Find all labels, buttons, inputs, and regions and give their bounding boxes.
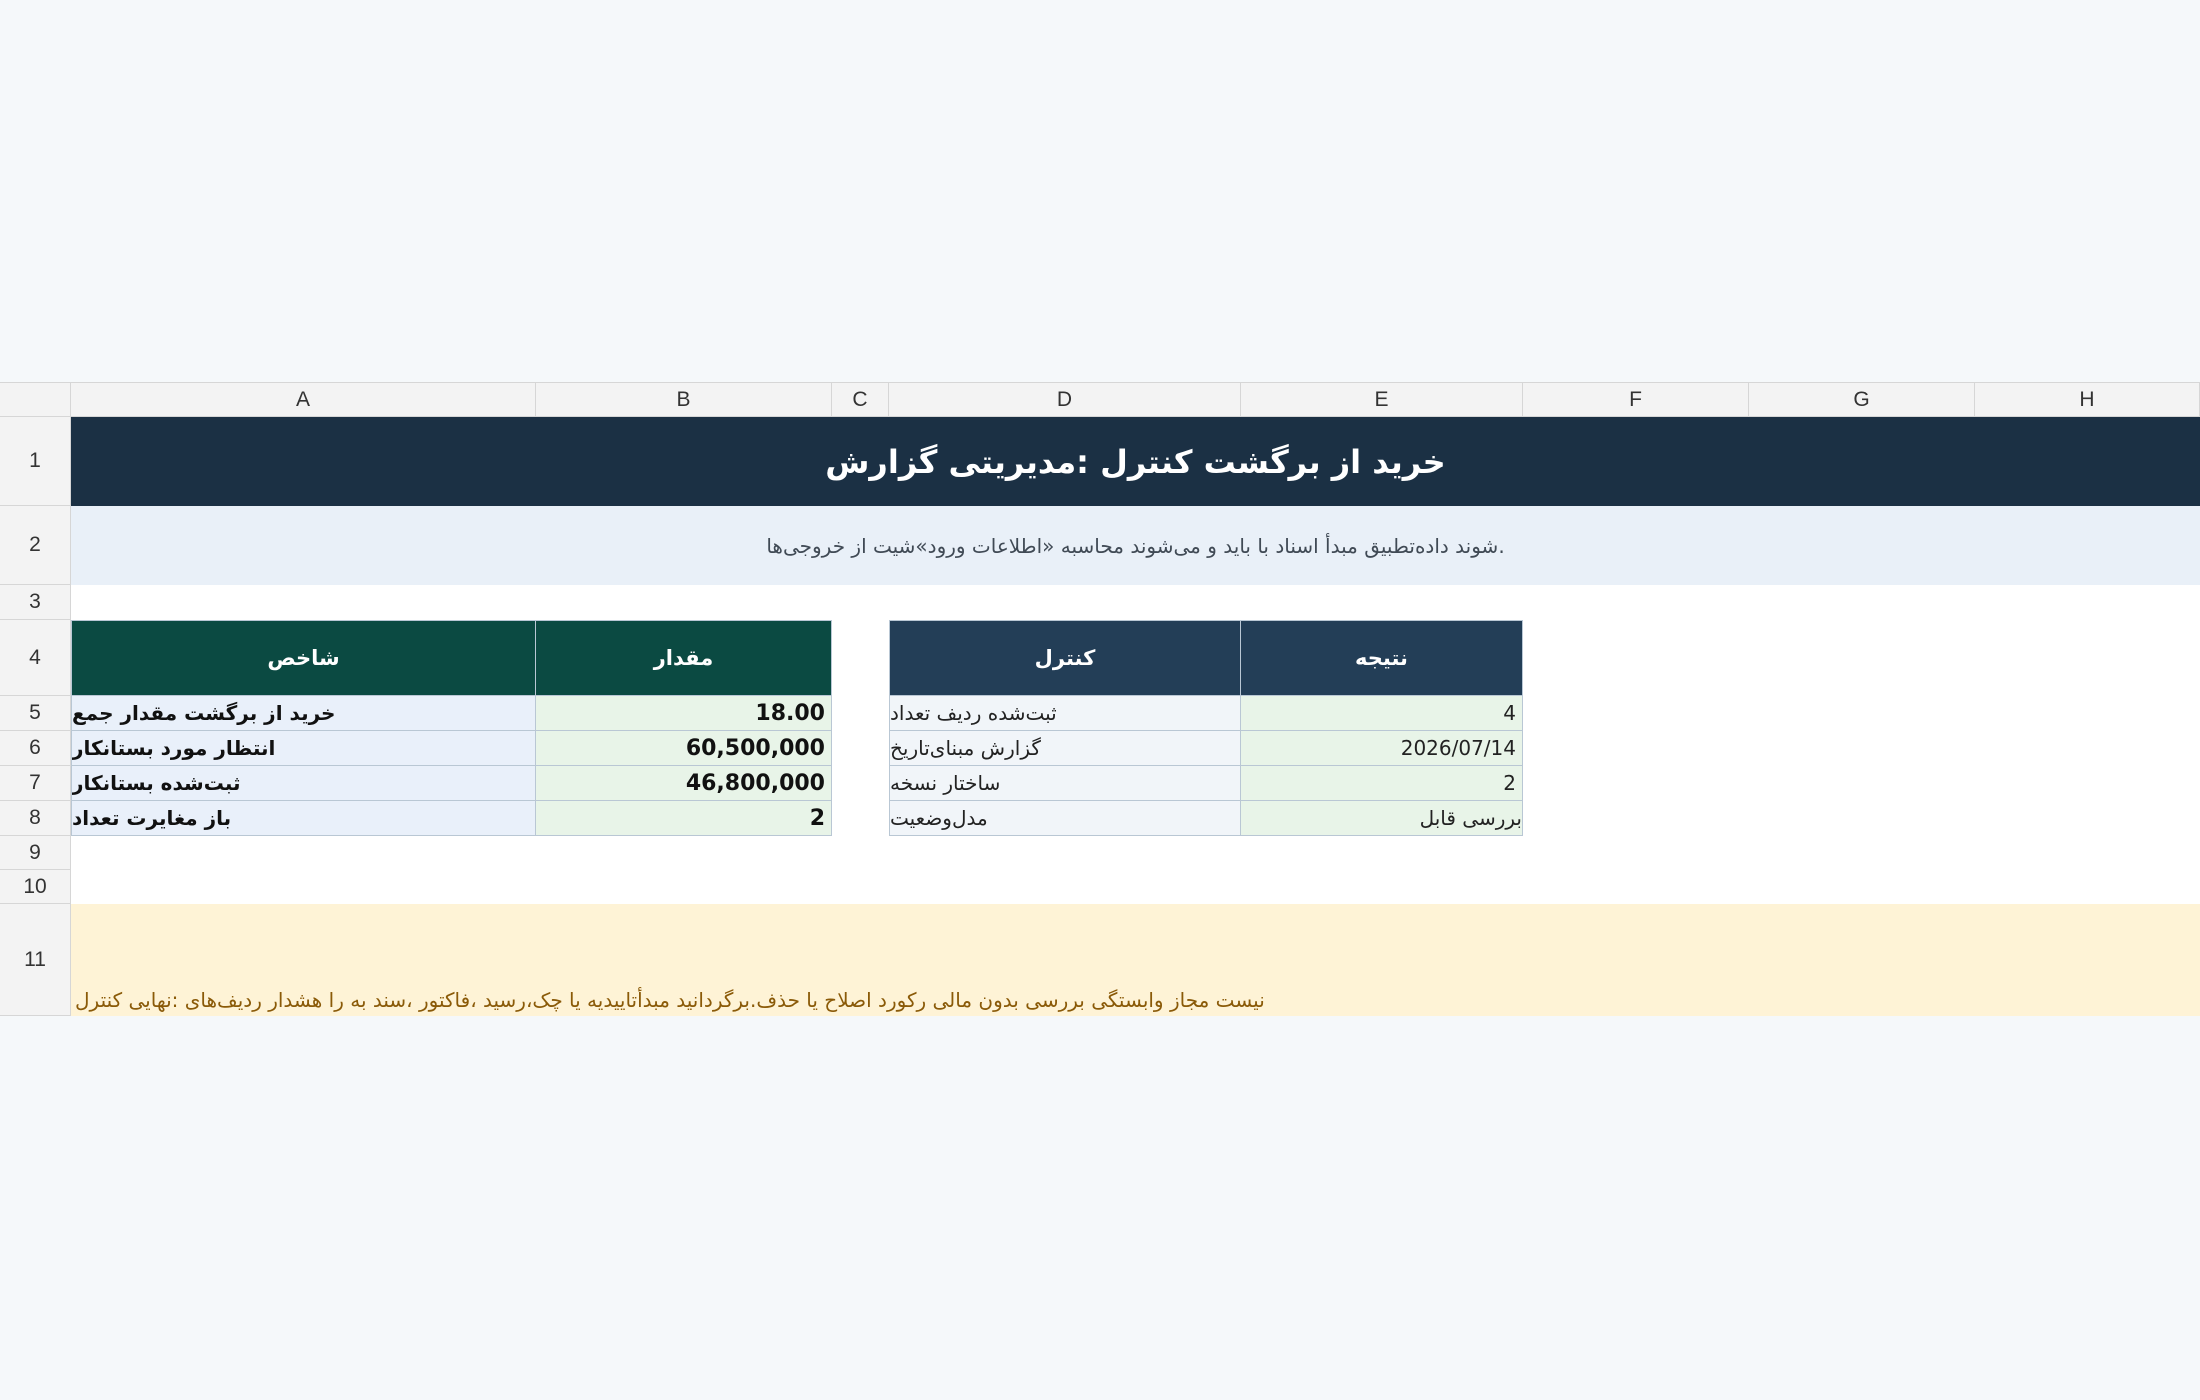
row-header-1[interactable]: 1 (0, 417, 71, 506)
control-label-cell[interactable]: ساختار نسخه (889, 766, 1241, 801)
kpi-value-cell[interactable]: 46,800,000 (536, 766, 832, 801)
control-result-cell[interactable]: 2026/07/14 (1241, 731, 1523, 766)
column-header-g[interactable]: G (1749, 382, 1975, 417)
control-result-cell[interactable]: 4 (1241, 696, 1523, 731)
kpi-header-metric[interactable]: شاخص (71, 620, 536, 696)
row-header-4[interactable]: 4 (0, 620, 71, 696)
kpi-header-value[interactable]: مقدار (536, 620, 832, 696)
control-label-cell[interactable]: گزارش مبنای‌تاریخ (889, 731, 1241, 766)
column-header-e[interactable]: E (1241, 382, 1523, 417)
column-header-b[interactable]: B (536, 382, 832, 417)
row-header-8[interactable]: 8 (0, 801, 71, 836)
kpi-label-cell[interactable]: خرید از برگشت مقدار جمع (71, 696, 536, 731)
kpi-label-cell[interactable]: انتظار مورد بستانکار (71, 731, 536, 766)
control-result-cell[interactable]: بررسی قابل (1241, 801, 1523, 836)
column-header-d[interactable]: D (889, 382, 1241, 417)
column-header-h[interactable]: H (1975, 382, 2200, 417)
final-control-note[interactable]: نیست مجاز وابستگی بررسی بدون مالی رکورد اصلاح یا حذف.برگردانید مبدأتاییدیه یا چک،رسید ،فاکتور ،سند به را هشدار ردیف‌های :نهایی کنترل (71, 904, 2200, 1016)
control-label-cell[interactable]: ثبت‌شده ردیف تعداد (889, 696, 1241, 731)
row-header-9[interactable]: 9 (0, 836, 71, 870)
select-all-corner[interactable] (0, 382, 71, 417)
row-header-5[interactable]: 5 (0, 696, 71, 731)
row-header-2[interactable]: 2 (0, 506, 71, 585)
control-label-cell[interactable]: مدل‌وضعیت (889, 801, 1241, 836)
column-header-c[interactable]: C (832, 382, 889, 417)
control-header-control[interactable]: کنترل (889, 620, 1241, 696)
column-header-f[interactable]: F (1523, 382, 1749, 417)
kpi-label-cell[interactable]: باز مغایرت تعداد (71, 801, 536, 836)
kpi-value-cell[interactable]: 18.00 (536, 696, 832, 731)
row-header-11[interactable]: 11 (0, 904, 71, 1016)
row-header-10[interactable]: 10 (0, 870, 71, 904)
control-result-cell[interactable]: 2 (1241, 766, 1523, 801)
kpi-value-cell[interactable]: 2 (536, 801, 832, 836)
row-header-3[interactable]: 3 (0, 585, 71, 620)
kpi-value-cell[interactable]: 60,500,000 (536, 731, 832, 766)
report-title[interactable]: خرید از برگشت کنترل :مدیریتی گزارش (71, 417, 2200, 506)
row-header-7[interactable]: 7 (0, 766, 71, 801)
report-subtitle[interactable]: شوند داده‌تطبیق مبدأ اسناد با باید و می‌شوند محاسبه «اطلاعات ورود»شیت از خروجی‌ها. (71, 506, 2200, 585)
column-header-a[interactable]: A (71, 382, 536, 417)
kpi-label-cell[interactable]: ثبت‌شده بستانکار (71, 766, 536, 801)
row-header-6[interactable]: 6 (0, 731, 71, 766)
control-header-result[interactable]: نتیجه (1241, 620, 1523, 696)
